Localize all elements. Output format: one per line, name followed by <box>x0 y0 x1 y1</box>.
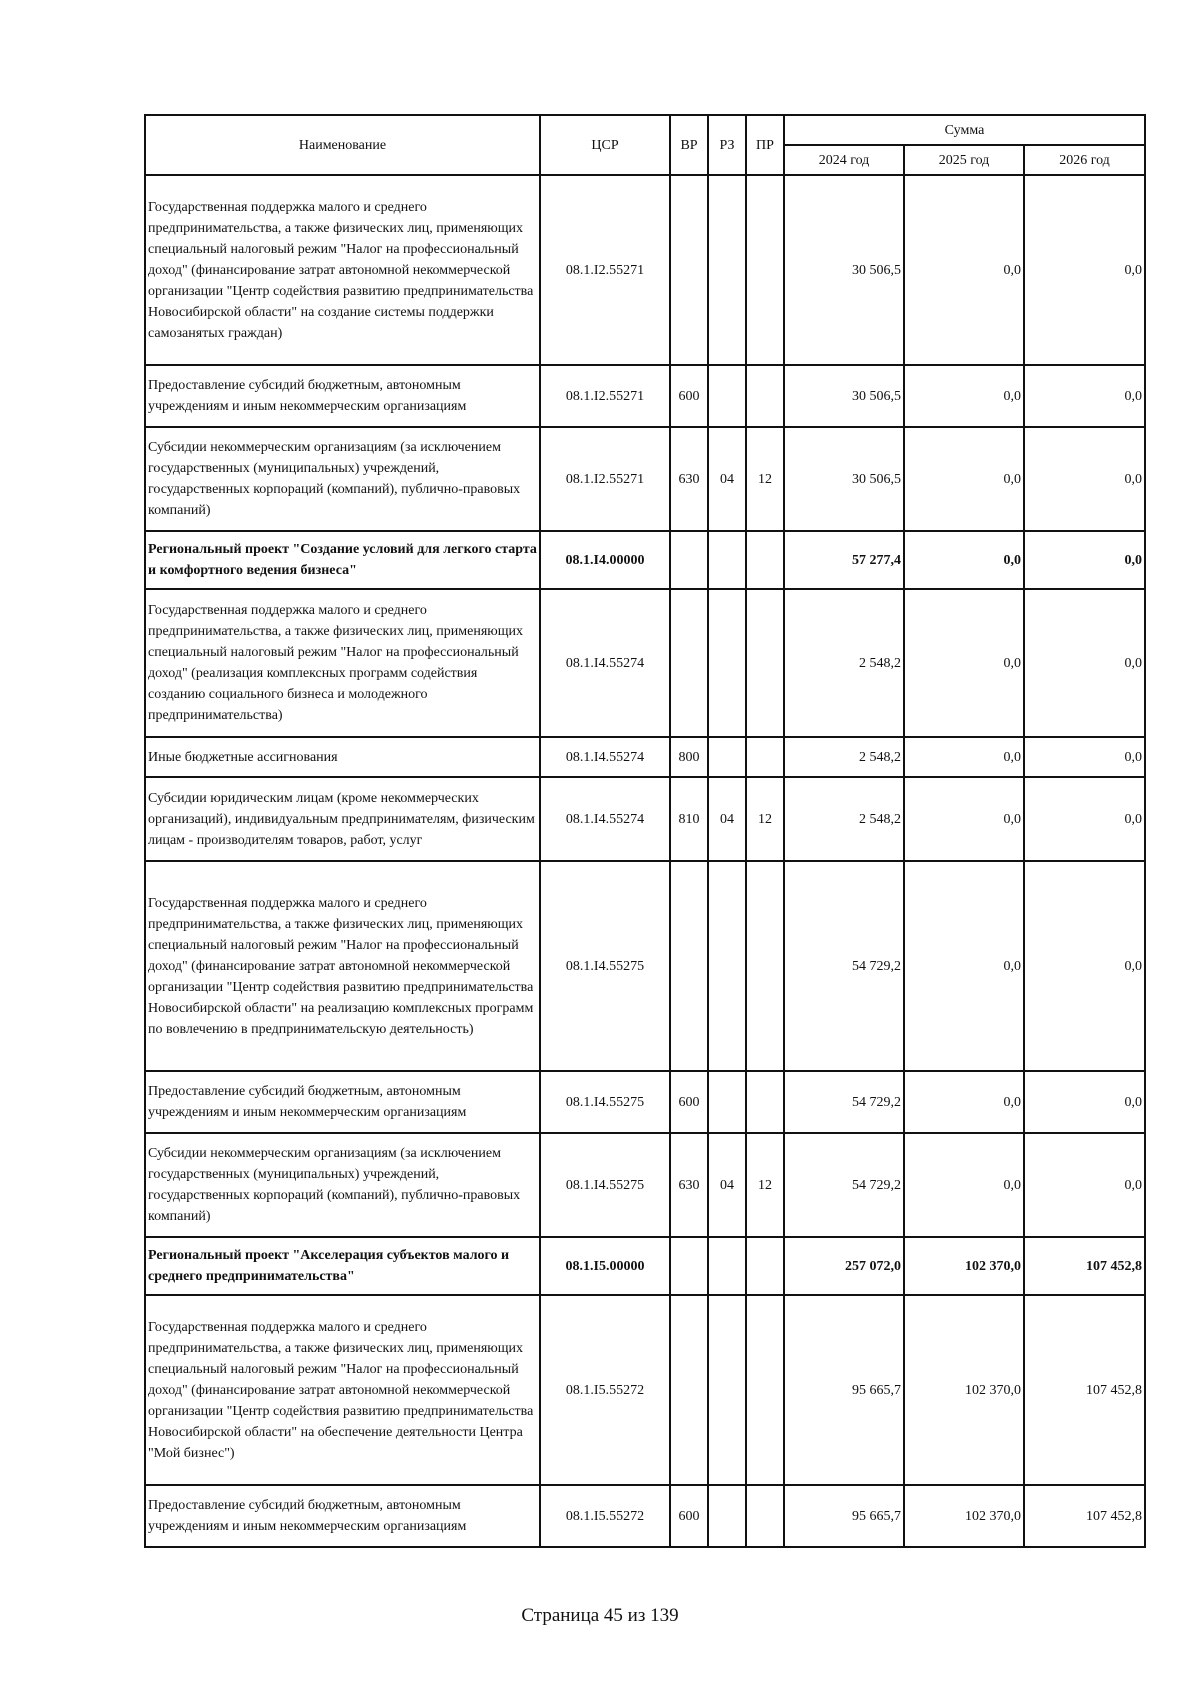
table-row <box>145 531 1145 589</box>
row-sum-2026: 107 452,8 <box>1024 1485 1145 1547</box>
row-name: Предоставление субсидий бюджетным, автономным учреждениям и иным некоммерческим организациям <box>145 1071 540 1133</box>
row-sum-2024: 30 506,5 <box>784 427 904 531</box>
row-name: Субсидии юридическим лицам (кроме некоммерческих организаций), индивидуальным предпринимателям, физическим лицам - производителям товаров, работ, услуг <box>145 777 540 861</box>
row-sum-2026: 107 452,8 <box>1024 1295 1145 1485</box>
row-name: Государственная поддержка малого и среднего предпринимательства, а также физических лиц, применяющих специальный налоговый режим "Налог на профессиональный доход" (финансирование затрат автономной некоммерческой организации "Центр содействия развитию предпринимательства Новосибирской области" на создание системы поддержки самозанятых граждан) <box>145 175 540 365</box>
row-pr <box>746 737 784 777</box>
header-year-2026: 2026 год <box>1024 145 1145 175</box>
row-name: Региональный проект "Создание условий для легкого старта и комфортного ведения бизнеса" <box>145 531 540 589</box>
row-rz <box>708 589 746 737</box>
header-name: Наименование <box>145 115 540 175</box>
row-sum-2024: 54 729,2 <box>784 1133 904 1237</box>
row-name: Государственная поддержка малого и среднего предпринимательства, а также физических лиц, применяющих специальный налоговый режим "Налог на профессиональный доход" (финансирование затрат автономной некоммерческой организации "Центр содействия развитию предпринимательства Новосибирской области" на реализацию комплексных программ по вовлечению в предпринимательскую деятельность) <box>145 861 540 1071</box>
row-vr: 810 <box>670 777 708 861</box>
row-sum-2026: 0,0 <box>1024 777 1145 861</box>
row-sum-2026: 0,0 <box>1024 861 1145 1071</box>
row-vr: 600 <box>670 365 708 427</box>
row-sum-2024: 54 729,2 <box>784 861 904 1071</box>
row-sum-2026: 0,0 <box>1024 1071 1145 1133</box>
row-csr: 08.1.I5.55272 <box>540 1485 670 1547</box>
row-name: Субсидии некоммерческим организациям (за исключением государственных (муниципальных) учреждений, государственных корпораций (компаний), публично-правовых компаний) <box>145 427 540 531</box>
row-pr <box>746 175 784 365</box>
row-name: Предоставление субсидий бюджетным, автономным учреждениям и иным некоммерческим организациям <box>145 365 540 427</box>
row-sum-2025: 0,0 <box>904 737 1024 777</box>
row-sum-2024: 95 665,7 <box>784 1485 904 1547</box>
table-row <box>145 365 1145 427</box>
header-rz: РЗ <box>708 115 746 175</box>
row-rz <box>708 1237 746 1295</box>
page-number: Страница 45 из 139 <box>521 1605 679 1626</box>
row-pr: 12 <box>746 427 784 531</box>
row-rz: 04 <box>708 777 746 861</box>
row-sum-2025: 0,0 <box>904 777 1024 861</box>
table-row <box>145 1485 1145 1547</box>
row-rz: 04 <box>708 1133 746 1237</box>
row-sum-2026: 0,0 <box>1024 365 1145 427</box>
table-header <box>145 115 1145 175</box>
header-vr: ВР <box>670 115 708 175</box>
row-pr <box>746 1485 784 1547</box>
row-sum-2026: 107 452,8 <box>1024 1237 1145 1295</box>
row-vr <box>670 531 708 589</box>
row-name: Иные бюджетные ассигнования <box>145 737 540 777</box>
row-csr: 08.1.I5.00000 <box>540 1237 670 1295</box>
header-pr: ПР <box>746 115 784 175</box>
row-csr: 08.1.I2.55271 <box>540 427 670 531</box>
row-sum-2024: 95 665,7 <box>784 1295 904 1485</box>
row-name: Субсидии некоммерческим организациям (за исключением государственных (муниципальных) учреждений, государственных корпораций (компаний), публично-правовых компаний) <box>145 1133 540 1237</box>
row-pr: 12 <box>746 1133 784 1237</box>
row-sum-2026: 0,0 <box>1024 427 1145 531</box>
row-name: Государственная поддержка малого и среднего предпринимательства, а также физических лиц, применяющих специальный налоговый режим "Налог на профессиональный доход" (реализация комплексных программ содействия созданию социального бизнеса и молодежного предпринимательства) <box>145 589 540 737</box>
row-pr <box>746 531 784 589</box>
row-vr <box>670 1295 708 1485</box>
row-vr <box>670 1237 708 1295</box>
row-csr: 08.1.I4.00000 <box>540 531 670 589</box>
header-sum: Сумма <box>784 115 1145 145</box>
row-csr: 08.1.I2.55271 <box>540 175 670 365</box>
table-row <box>145 427 1145 531</box>
row-pr <box>746 589 784 737</box>
row-pr <box>746 1295 784 1485</box>
table-row <box>145 777 1145 861</box>
row-sum-2025: 102 370,0 <box>904 1485 1024 1547</box>
row-csr: 08.1.I4.55274 <box>540 589 670 737</box>
row-csr: 08.1.I4.55274 <box>540 777 670 861</box>
row-sum-2024: 2 548,2 <box>784 737 904 777</box>
row-sum-2026: 0,0 <box>1024 589 1145 737</box>
table-row <box>145 1295 1145 1485</box>
row-csr: 08.1.I2.55271 <box>540 365 670 427</box>
row-sum-2024: 30 506,5 <box>784 175 904 365</box>
budget-table <box>144 114 1146 1548</box>
table-row <box>145 589 1145 737</box>
header-year-2025: 2025 год <box>904 145 1024 175</box>
row-vr: 630 <box>670 1133 708 1237</box>
row-name: Региональный проект "Акселерация субъектов малого и среднего предпринимательства" <box>145 1237 540 1295</box>
row-rz <box>708 1071 746 1133</box>
row-sum-2025: 0,0 <box>904 1133 1024 1237</box>
table-row <box>145 175 1145 365</box>
row-rz <box>708 531 746 589</box>
row-sum-2024: 30 506,5 <box>784 365 904 427</box>
row-sum-2024: 2 548,2 <box>784 589 904 737</box>
table-row <box>145 861 1145 1071</box>
row-vr <box>670 589 708 737</box>
row-rz <box>708 737 746 777</box>
row-vr <box>670 175 708 365</box>
table-body <box>145 175 1145 1547</box>
header-year-2024: 2024 год <box>784 145 904 175</box>
row-sum-2025: 0,0 <box>904 861 1024 1071</box>
row-csr: 08.1.I5.55272 <box>540 1295 670 1485</box>
row-sum-2025: 0,0 <box>904 175 1024 365</box>
row-name: Государственная поддержка малого и среднего предпринимательства, а также физических лиц, применяющих специальный налоговый режим "Налог на профессиональный доход" (финансирование затрат автономной некоммерческой организации "Центр содействия развитию предпринимательства Новосибирской области" на обеспечение деятельности Центра "Мой бизнес") <box>145 1295 540 1485</box>
table-row <box>145 737 1145 777</box>
row-csr: 08.1.I4.55275 <box>540 1133 670 1237</box>
row-csr: 08.1.I4.55274 <box>540 737 670 777</box>
row-sum-2024: 257 072,0 <box>784 1237 904 1295</box>
row-csr: 08.1.I4.55275 <box>540 1071 670 1133</box>
row-pr <box>746 365 784 427</box>
row-rz <box>708 1485 746 1547</box>
row-sum-2025: 102 370,0 <box>904 1295 1024 1485</box>
row-sum-2026: 0,0 <box>1024 531 1145 589</box>
table-row <box>145 1133 1145 1237</box>
row-sum-2024: 57 277,4 <box>784 531 904 589</box>
row-rz <box>708 175 746 365</box>
row-pr: 12 <box>746 777 784 861</box>
row-name: Предоставление субсидий бюджетным, автономным учреждениям и иным некоммерческим организациям <box>145 1485 540 1547</box>
row-sum-2025: 0,0 <box>904 365 1024 427</box>
row-pr <box>746 861 784 1071</box>
row-vr <box>670 861 708 1071</box>
row-sum-2025: 0,0 <box>904 531 1024 589</box>
row-sum-2024: 54 729,2 <box>784 1071 904 1133</box>
row-sum-2026: 0,0 <box>1024 175 1145 365</box>
row-vr: 800 <box>670 737 708 777</box>
row-rz <box>708 861 746 1071</box>
row-pr <box>746 1237 784 1295</box>
header-csr: ЦСР <box>540 115 670 175</box>
row-vr: 600 <box>670 1071 708 1133</box>
row-vr: 600 <box>670 1485 708 1547</box>
row-csr: 08.1.I4.55275 <box>540 861 670 1071</box>
row-vr: 630 <box>670 427 708 531</box>
row-rz: 04 <box>708 427 746 531</box>
row-sum-2025: 102 370,0 <box>904 1237 1024 1295</box>
row-rz <box>708 1295 746 1485</box>
row-sum-2026: 0,0 <box>1024 737 1145 777</box>
row-sum-2026: 0,0 <box>1024 1133 1145 1237</box>
row-pr <box>746 1071 784 1133</box>
row-sum-2025: 0,0 <box>904 427 1024 531</box>
row-sum-2024: 2 548,2 <box>784 777 904 861</box>
row-sum-2025: 0,0 <box>904 589 1024 737</box>
row-rz <box>708 365 746 427</box>
table-row <box>145 1237 1145 1295</box>
table-row <box>145 1071 1145 1133</box>
row-sum-2025: 0,0 <box>904 1071 1024 1133</box>
